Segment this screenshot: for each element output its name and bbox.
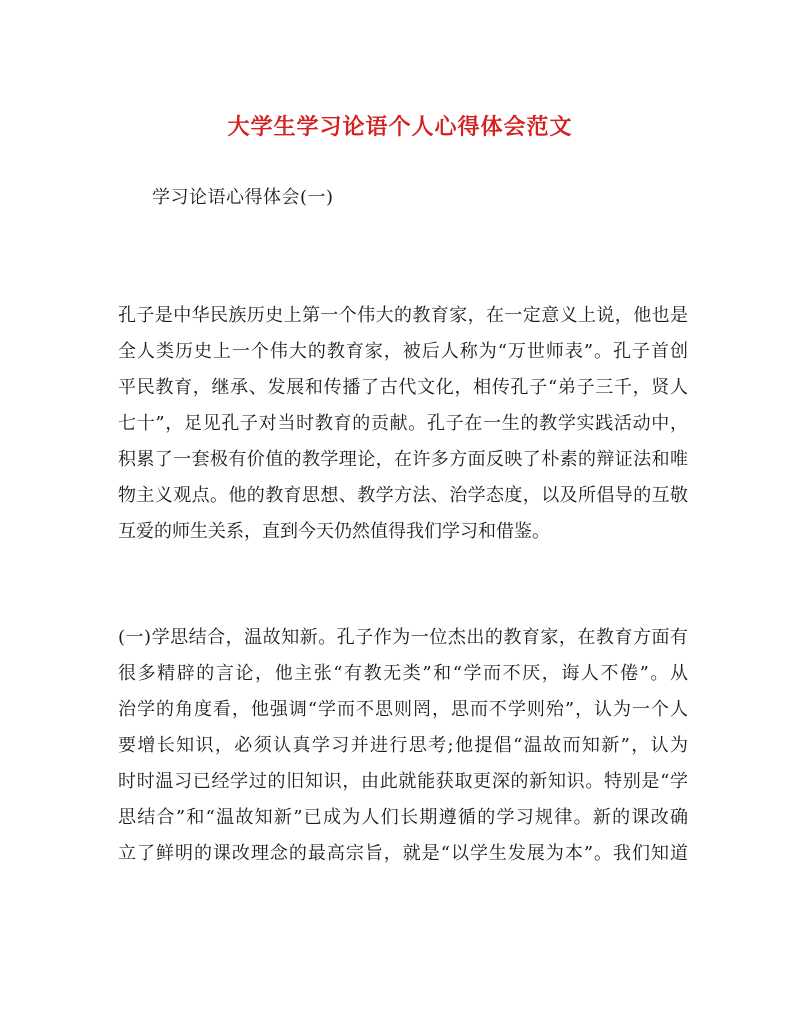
paragraph-line: 孔子是中华民族历史上第一个伟大的教育家，在一定意义上说，他也是: [118, 305, 688, 326]
paragraph-line: 物主义观点。他的教育思想、教学方法、治学态度，以及所倡导的互敬: [118, 485, 688, 506]
paragraph-line: 治学的角度看，他强调“学而不思则罔，思而不学则殆”，认为一个人: [118, 699, 688, 720]
section-subtitle: 学习论语心得体会(一): [152, 187, 334, 208]
paragraph-line: 积累了一套极有价值的教学理论，在许多方面反映了朴素的辩证法和唯: [118, 449, 688, 470]
paragraph-intro: [118, 298, 688, 550]
paragraph-line: 很多精辟的言论，他主张“有教无类”和“学而不厌，诲人不倦”。从: [118, 663, 688, 684]
paragraph-line: (一)学思结合，温故知新。孔子作为一位杰出的教育家，在教育方面有: [118, 627, 688, 648]
paragraph-line: 要增长知识，必须认真学习并进行思考;他提倡“温故而知新”，认为: [118, 735, 688, 756]
paragraph-line: 全人类历史上一个伟大的教育家，被后人称为“万世师表”。孔子首创: [118, 341, 688, 362]
paragraph-section-one: [118, 620, 688, 872]
document-title: 大学生学习论语个人心得体会范文: [227, 115, 573, 140]
paragraph-line: 互爱的师生关系，直到今天仍然值得我们学习和借鉴。: [118, 521, 550, 542]
paragraph-line: 平民教育，继承、发展和传播了古代文化，相传孔子“弟子三千，贤人: [118, 377, 688, 398]
paragraph-line: 立了鲜明的课改理念的最高宗旨，就是“以学生发展为本”。我们知道: [118, 843, 688, 864]
paragraph-line: 七十”，足见孔子对当时教育的贡献。孔子在一生的教学实践活动中，: [118, 413, 688, 434]
paragraph-line: 时时温习已经学过的旧知识，由此就能获取更深的新知识。特别是“学: [118, 771, 688, 792]
paragraph-line: 思结合”和“温故知新”已成为人们长期遵循的学习规律。新的课改确: [118, 807, 688, 828]
